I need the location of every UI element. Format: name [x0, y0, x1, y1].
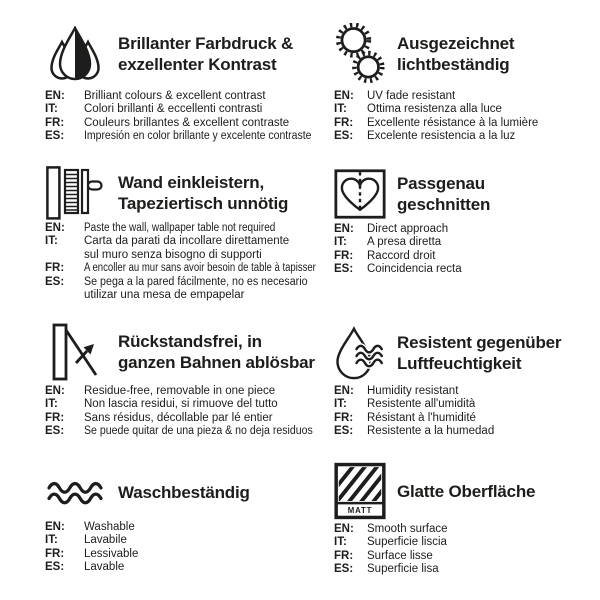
lang-label: EN:	[45, 521, 65, 533]
translation-row	[45, 262, 337, 275]
translation-text: Superficie liscia	[367, 536, 447, 549]
icon-box	[45, 166, 105, 220]
translation-text: Superficie lisa	[367, 563, 439, 576]
translation-row	[45, 90, 337, 103]
icon-box	[334, 23, 386, 85]
translation-text: Coincidencia recta	[367, 263, 462, 276]
translation-list	[45, 385, 337, 439]
heart-cut-icon	[334, 168, 386, 220]
lang-label: IT:	[45, 235, 58, 248]
lang-label: ES:	[334, 130, 354, 143]
translation-text: Paste the wall, wallpaper table not required	[84, 222, 276, 234]
translation-text: Ottima resistenza alla luce	[367, 103, 502, 116]
section-title: Ausgezeichnet lichtbeständig	[397, 34, 515, 74]
lang-label: EN:	[334, 90, 354, 102]
translation-text: Washable	[84, 521, 135, 533]
translation-list	[334, 385, 594, 439]
waves-icon	[47, 480, 103, 505]
translation-text: Sans résidus, décollable par lé entier	[84, 411, 273, 424]
section-title: Glatte Oberfläche	[397, 481, 536, 501]
translation-text: Brilliant colours & excellent contrast	[84, 90, 266, 102]
lang-label: ES:	[45, 425, 65, 438]
translation-row	[45, 222, 337, 235]
translation-text: Couleurs brillantes & excellent contraste	[84, 116, 290, 129]
translation-row	[334, 103, 594, 116]
lang-label: IT:	[334, 398, 347, 411]
translation-text: Se puede quitar de una pieza & no deja residuos	[84, 425, 313, 438]
section-title: Passgenau geschnitten	[397, 174, 491, 214]
translation-row	[334, 117, 594, 130]
lang-label: ES:	[334, 563, 354, 576]
suns-icon	[335, 23, 385, 85]
translation-text: Lessivable	[84, 547, 139, 560]
section-title: Resistent gegenüber Luftfeuchtigkeit	[397, 333, 562, 373]
translation-row	[45, 385, 337, 398]
section-title: Waschbeständig	[118, 482, 250, 502]
translation-list	[45, 222, 337, 302]
translation-row	[334, 550, 594, 563]
translation-row	[45, 235, 337, 262]
icon-box	[45, 480, 105, 505]
translation-row	[334, 523, 594, 536]
translation-text: Resistente all'umidità	[367, 398, 476, 411]
translation-text: utilizar una mesa de empapelar	[84, 289, 245, 302]
feature-section-print-quality	[45, 24, 337, 144]
translation-text: Impresión en color brillante y excelente contraste	[84, 130, 312, 143]
lang-label: ES:	[334, 425, 354, 438]
section-title: Brillanter Farbdruck & exzellenter Kontrast	[118, 34, 294, 74]
translation-text: Carta da parati da incollare direttamente	[84, 235, 290, 248]
translation-row	[334, 412, 594, 425]
translation-row	[45, 117, 337, 130]
lang-label: ES:	[45, 130, 65, 143]
translation-text: Resistente a la humedad	[367, 425, 495, 438]
translation-text: Direct approach	[367, 223, 449, 235]
lang-label: FR:	[45, 547, 65, 560]
ink-drops-icon	[49, 26, 101, 82]
translation-row	[45, 130, 337, 143]
translation-list	[45, 90, 337, 144]
lang-label: EN:	[334, 223, 354, 235]
translation-text: UV fade resistant	[367, 90, 456, 102]
icon-box	[45, 323, 105, 381]
translation-list	[334, 90, 594, 144]
lang-label: IT:	[45, 398, 58, 411]
lang-label: FR:	[45, 411, 65, 424]
translation-text: Excelente resistencia a la luz	[367, 130, 516, 143]
translation-text: Residue-free, removable in one piece	[84, 385, 276, 397]
translation-row	[334, 263, 594, 276]
translation-text: A encoller au mur sans avoir besoin de table à tapisser	[84, 262, 316, 275]
feature-section-precise-cut	[334, 165, 594, 277]
translation-row	[334, 130, 594, 143]
translation-text: Résistant à l'humidité	[367, 411, 476, 424]
translation-row	[45, 548, 337, 561]
section-title: Wand einkleistern, Tapeziertisch unnötig	[118, 172, 289, 213]
lang-label: EN:	[334, 523, 354, 535]
lang-label: FR:	[334, 249, 354, 262]
translation-row	[334, 563, 594, 576]
lang-label: EN:	[45, 90, 65, 102]
lang-label: ES:	[45, 275, 65, 288]
lang-label: FR:	[334, 411, 354, 424]
translation-row	[334, 236, 594, 249]
translation-row	[45, 412, 337, 425]
translation-text: Smooth surface	[367, 523, 448, 535]
translation-list	[334, 223, 594, 277]
translation-row	[334, 223, 594, 236]
translation-text: Non lascia residui, si rimuove del tutto	[84, 398, 278, 411]
lang-label: IT:	[334, 236, 347, 249]
translation-row	[334, 425, 594, 438]
drop-waves-icon	[334, 324, 386, 382]
lang-label: EN:	[45, 222, 65, 234]
lang-label: ES:	[334, 263, 354, 276]
translation-text: Raccord droit	[367, 249, 436, 262]
feature-section-light-fastness	[334, 22, 594, 144]
lang-label: FR:	[45, 116, 65, 129]
translation-text: A presa diretta	[367, 236, 442, 249]
lang-label: FR:	[45, 262, 65, 275]
translation-row	[334, 250, 594, 263]
icon-box	[334, 324, 386, 382]
translation-row	[334, 90, 594, 103]
lang-label: EN:	[45, 385, 65, 397]
lang-label: IT:	[45, 534, 58, 547]
paste-roller-icon	[46, 166, 104, 220]
feature-section-smooth-surface	[334, 459, 594, 577]
icon-box	[45, 26, 105, 82]
translation-row	[334, 536, 594, 549]
matt-surface-icon	[334, 460, 386, 522]
translation-text: Surface lisse	[367, 549, 433, 562]
lang-label: FR:	[334, 116, 354, 129]
matt-badge-text: MATT	[347, 506, 373, 516]
feature-section-humidity-resistant	[334, 322, 594, 439]
feature-section-residue-free-removal	[45, 322, 337, 439]
translation-row	[45, 103, 337, 116]
translation-row	[45, 398, 337, 411]
translation-list	[45, 521, 337, 575]
translation-text: Humidity resistant	[367, 385, 459, 397]
translation-row	[45, 534, 337, 547]
translation-text: Colori brillanti & eccellenti contrasti	[84, 103, 263, 116]
lang-label: IT:	[334, 536, 347, 549]
feature-section-washable	[45, 469, 337, 575]
lang-label: ES:	[45, 561, 65, 574]
translation-text: Excellente résistance à la lumière	[367, 116, 539, 129]
lang-label: IT:	[334, 103, 347, 116]
translation-row	[334, 385, 594, 398]
icon-box	[334, 460, 386, 522]
translation-text: Lavable	[84, 561, 125, 574]
lang-label: EN:	[334, 385, 354, 397]
translation-row	[334, 398, 594, 411]
lang-label: IT:	[45, 103, 58, 116]
section-title: Rückstandsfrei, in ganzen Bahnen ablösbar	[118, 332, 315, 372]
translation-text: Lavabile	[84, 534, 127, 547]
translation-row	[45, 561, 337, 574]
lang-label: FR:	[334, 549, 354, 562]
translation-row	[45, 521, 337, 534]
translation-list	[334, 523, 594, 577]
translation-row	[45, 276, 337, 303]
feature-section-paste-the-wall	[45, 163, 337, 302]
icon-box	[334, 168, 386, 220]
translation-text: Se pega a la pared fácilmente, no es necesario	[84, 275, 308, 288]
translation-row	[45, 425, 337, 438]
translation-text: sul muro senza bisogno di supporti	[84, 248, 262, 261]
peel-strip-icon	[52, 323, 98, 381]
